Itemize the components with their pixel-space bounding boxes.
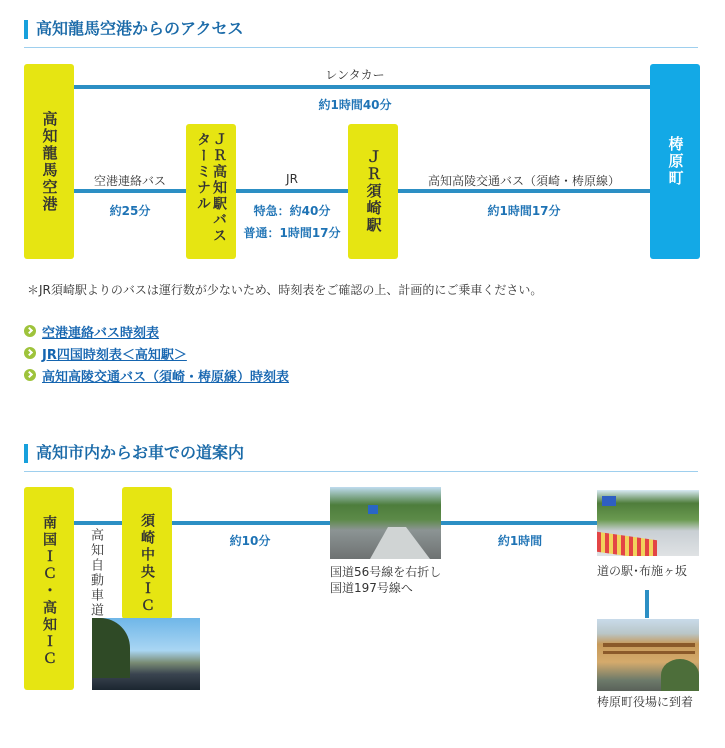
rental-car-line (74, 85, 650, 89)
timetable-links (24, 320, 289, 386)
jr-express-time: 特急：約40分 (253, 204, 331, 218)
leg2-time: 約1時間 (497, 534, 543, 548)
heading-divider (24, 471, 698, 472)
link-kochi-bus-timetable[interactable]: 高知高陵交通バス（須崎・梼原線）時刻表 (24, 364, 289, 386)
michi-no-eki-caption: 道の駅･布施ヶ坂 (597, 564, 688, 578)
link-airport-bus-timetable[interactable]: 空港連絡バス時刻表 (24, 320, 289, 342)
bus-frequency-note: ＊JR須崎駅よりのバスは運行数が少ないため、時刻表をご確認の上、計画的にご乗車ください。 (27, 283, 543, 297)
expressway-label: 高知自動車道 (88, 528, 103, 618)
rental-car-time: 約1時間40分 (318, 98, 392, 112)
chevron-right-icon (24, 347, 36, 359)
leg1-time: 約10分 (229, 534, 271, 548)
leg1-line (172, 521, 330, 525)
node-kochi-ryoma-airport: 高知龍馬空港 (24, 64, 74, 259)
kochi-bus-label: 高知高陵交通バス（須崎・梼原線） (427, 174, 620, 188)
leg2-line (441, 521, 597, 525)
jr-local-time: 普通：1時間17分 (243, 226, 341, 240)
link-jr-shikoku-timetable[interactable]: JR四国時刻表＜高知駅＞ (24, 342, 289, 364)
town-hall-caption: 梼原町役場に到着 (597, 695, 694, 709)
chevron-right-icon (24, 369, 36, 381)
airport-bus-label: 空港連絡バス (93, 174, 166, 188)
chevron-right-icon (24, 325, 36, 337)
expressway-photo (92, 618, 200, 690)
route56-caption: 国道56号線を右折し 国道197号線へ (330, 565, 442, 595)
town-hall-photo (597, 619, 699, 691)
heading-accent-bar (24, 20, 28, 39)
airport-bus-line (74, 189, 186, 193)
rental-car-label: レンタカー (325, 68, 385, 82)
airport-bus-time: 約25分 (109, 204, 151, 218)
heading-divider (24, 47, 698, 48)
kochi-bus-line (398, 189, 650, 193)
expressway-line (74, 521, 122, 525)
node-susaki-chuo-ic: 須崎中央ＩＣ (122, 487, 172, 619)
heading-accent-bar (24, 444, 28, 463)
michi-no-eki-photo (597, 490, 699, 556)
node-yusuhara-town: 梼原町 (650, 64, 700, 259)
connector-line (645, 590, 649, 618)
node-jr-susaki-station: ＪＲ須崎駅 (348, 124, 398, 259)
kochi-bus-time: 約1時間17分 (487, 204, 561, 218)
node-jr-kochi-bus-terminal: ＪＲ高知駅バスターミナル (186, 124, 236, 259)
jr-line (236, 189, 348, 193)
route56-photo (330, 487, 441, 559)
node-nankoku-kochi-ic: 南国ＩＣ・高知ＩＣ (24, 487, 74, 690)
jr-label: JR (286, 172, 298, 186)
